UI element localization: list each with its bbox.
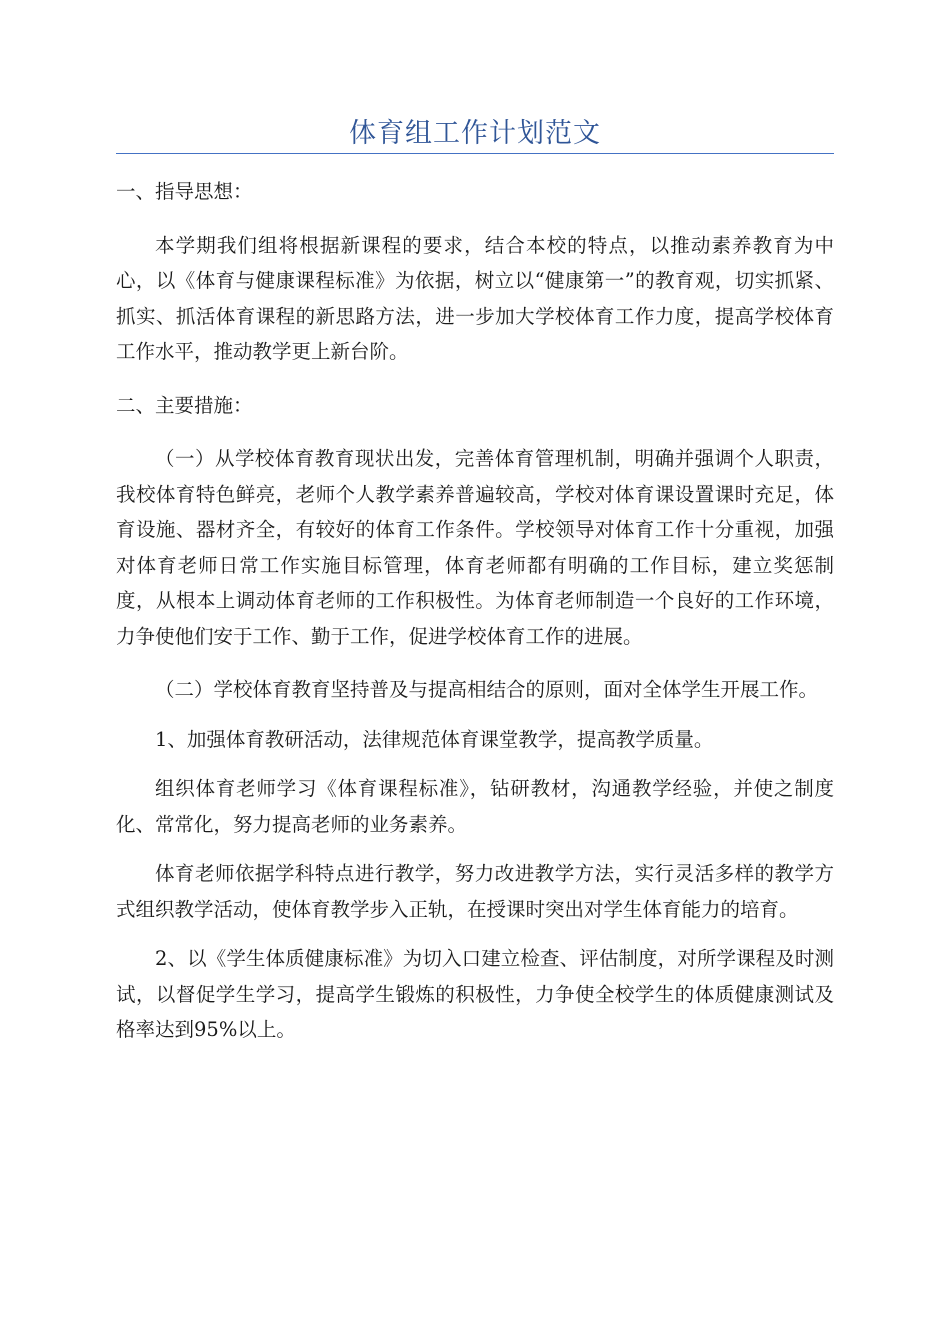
- paragraph-teaching-methods: 体育老师依据学科特点进行教学，努力改进教学方法，实行灵活多样的教学方式组织教学活动，使体育教学步入正轨，在授课时突出对学生体育能力的培育。: [116, 862, 834, 921]
- document-title: 体育组工作计划范文: [349, 118, 601, 149]
- paragraph-study-standards: 组织体育老师学习《体育课程标准》，钻研教材，沟通教学经验，并使之制度化、常常化，努力提高老师的业务素养。: [116, 777, 834, 836]
- paragraph-measure-1: （一）从学校体育教育现状出发，完善体育管理机制，明确并强调个人职责，我校体育特色鲜亮，老师个人教学素养普遍较高，学校对体育课设置课时充足，体育设施、器材齐全，有较好的体育工作条件。学校领导对体育工作十分重视，加强对体育老师日常工作实施目标管理，体育老师都有明确的工作目标，建立奖惩制度，从根本上调动体育老师的工作积极性。为体育老师制造一个良好的工作环境，力争使他们安于工作、勤于工作，促进学校体育工作的进展。: [116, 447, 834, 648]
- paragraph-measure-2: （二）学校体育教育坚持普及与提高相结合的原则，面对全体学生开展工作。: [155, 678, 819, 701]
- paragraph-item-1: 1、加强体育教研活动，法律规范体育课堂教学，提高教学质量。: [155, 727, 714, 751]
- document-body: [116, 174, 834, 1048]
- title-underline: [116, 153, 834, 154]
- paragraph-item-2: 2、以《学生体质健康标准》为切入口建立检查、评估制度，对所学课程及时测试，以督促学生学习，提高学生锻炼的积极性，力争使全校学生的体质健康测试及格率达到95%以上。: [116, 947, 834, 1041]
- section-heading-guiding-thought: 一、指导思想：: [116, 180, 253, 203]
- section-heading-main-measures: 二、主要措施：: [116, 393, 253, 417]
- paragraph-guiding-thought: 本学期我们组将根据新课程的要求，结合本校的特点，以推动素养教育为中心，以《体育与健康课程标准》为依据，树立以“健康第一”的教育观，切实抓紧、抓实、抓活体育课程的新思路方法，进一步加大学校体育工作力度，提高学校体育工作水平，推动教学更上新台阶。: [116, 233, 834, 363]
